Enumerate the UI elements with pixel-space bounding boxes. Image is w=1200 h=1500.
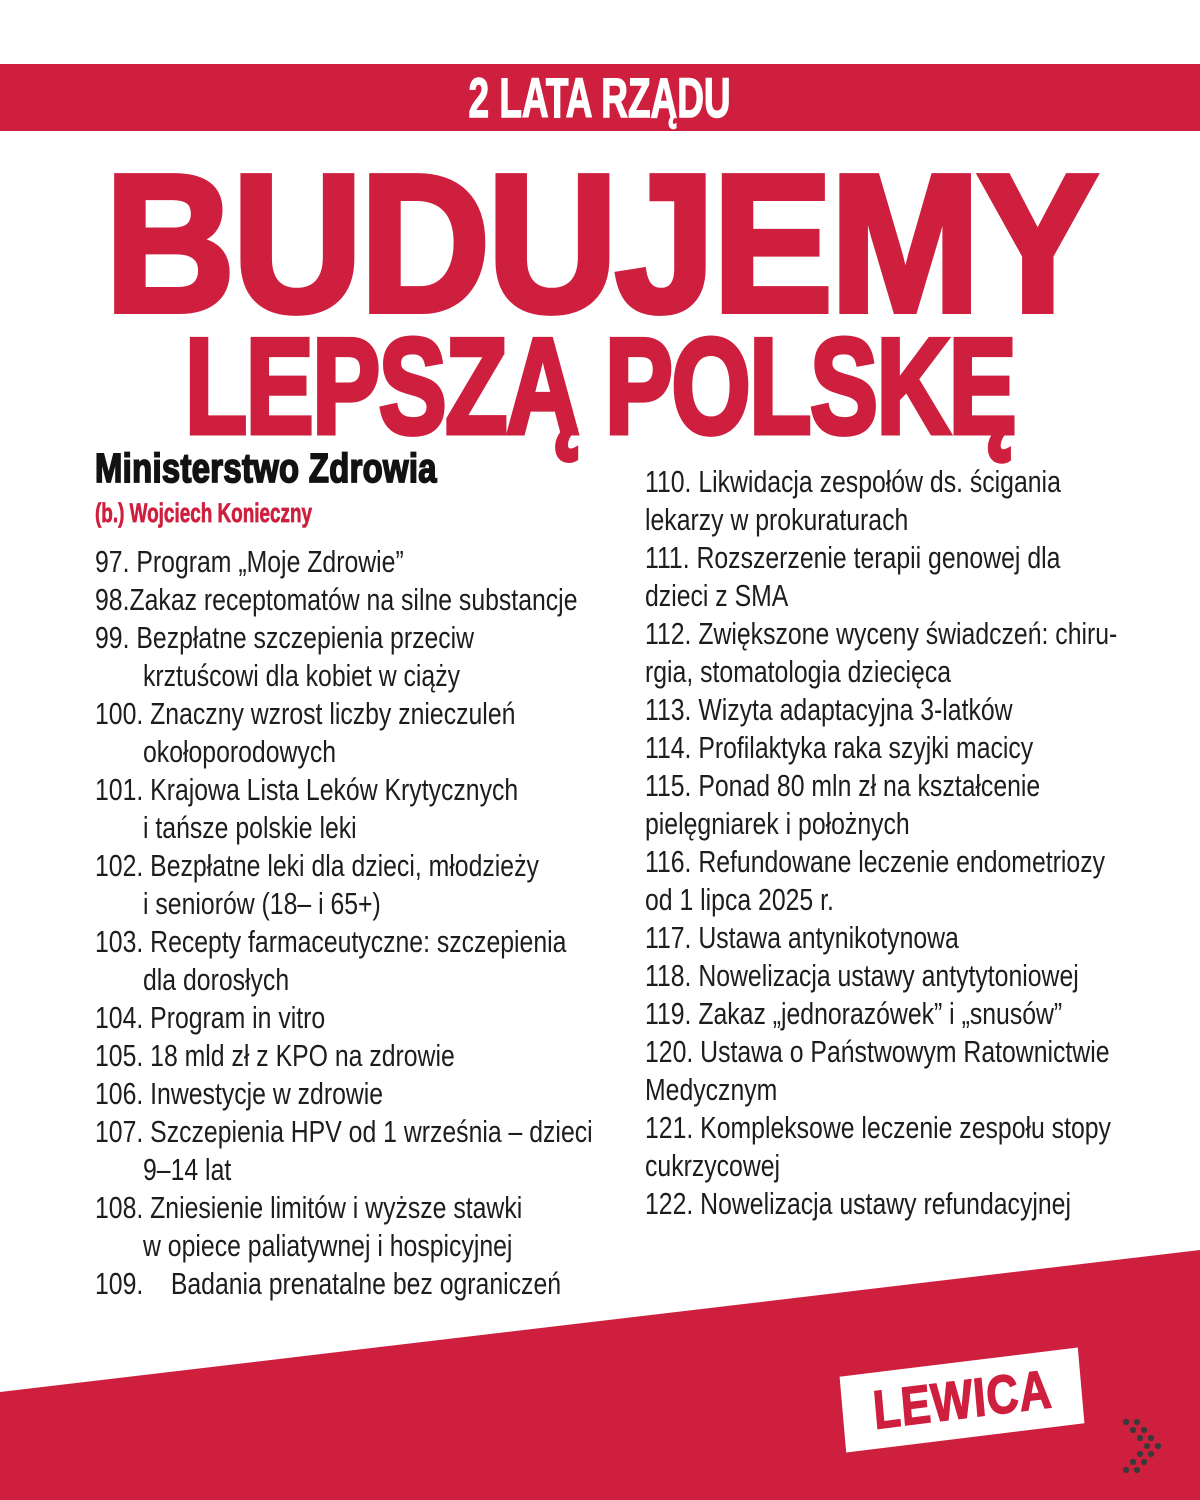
list-item [95, 1113, 639, 1189]
list-item [95, 1075, 639, 1113]
list-item [645, 843, 1173, 919]
list-item [95, 581, 639, 619]
list-line: 121. Kompleksowe leczenie zespołu stopy [645, 1110, 1111, 1145]
top-banner [0, 64, 1200, 131]
list-item [95, 695, 639, 771]
list-line: cukrzycowej [645, 1148, 781, 1183]
list-item [645, 463, 1173, 539]
list-item [645, 1109, 1173, 1185]
lewica-logo-label: LEWICA [870, 1359, 1054, 1441]
list-line: 101. Krajowa Lista Leków Krytycznych [95, 772, 519, 807]
list-item [645, 729, 1173, 767]
list-line: rgia, stomatologia dziecięca [645, 654, 952, 689]
minister-name: (b.) Wojciech Konieczny [95, 498, 313, 528]
list-line: 99. Bezpłatne szczepienia przeciw [95, 620, 475, 655]
headline-line-1: BUDUJEMY [104, 134, 1096, 353]
list-line: dla dorosłych [143, 962, 290, 997]
list-item [645, 957, 1173, 995]
list-line: 118. Nowelizacja ustawy antytytoniowej [645, 958, 1079, 993]
list-item [95, 847, 639, 923]
list-line: 104. Program in vitro [95, 1000, 326, 1035]
list-item [95, 1265, 639, 1303]
banner-label: 2 LATA RZĄDU [468, 65, 732, 129]
list-line: 114. Profilaktyka raka szyjki macicy [645, 730, 1034, 765]
list-item [645, 615, 1173, 691]
list-item [95, 1037, 639, 1075]
chevron-dots-icon [1122, 1418, 1166, 1476]
list-item [645, 539, 1173, 615]
list-item [95, 923, 639, 999]
list-line: 116. Refundowane leczenie endometriozy [645, 844, 1106, 879]
list-line: Medycznym [645, 1072, 778, 1107]
list-line: i tańsze polskie leki [143, 810, 357, 845]
list-line: 103. Recepty farmaceutyczne: szczepienia [95, 924, 567, 959]
list-line: 120. Ustawa o Państwowym Ratownictwie [645, 1034, 1110, 1069]
list-line: 119. Zakaz „jednorazówek” i „snusów” [645, 996, 1063, 1031]
section-title: Ministerstwo Zdrowia [95, 445, 437, 491]
list-line: krztuścowi dla kobiet w ciąży [143, 658, 460, 693]
list-item [95, 999, 639, 1037]
list-line: 102. Bezpłatne leki dla dzieci, młodzieży [95, 848, 539, 883]
list-line: w opiece paliatywnej i hospicyjnej [143, 1228, 513, 1263]
list-line: 110. Likwidacja zespołów ds. ścigania [645, 464, 1061, 499]
headline-line-2: LEPSZĄ POLSKĘ [184, 310, 1016, 462]
list-line: 9–14 lat [143, 1152, 232, 1187]
list-line: dzieci z SMA [645, 578, 789, 613]
list-line: pielęgniarek i położnych [645, 806, 910, 841]
achievements-list-right [645, 463, 1173, 1223]
list-line: 117. Ustawa antynikotynowa [645, 920, 959, 955]
list-line: 111. Rozszerzenie terapii genowej dla [645, 540, 1061, 575]
list-item [645, 919, 1173, 957]
list-line: 98.Zakaz receptomatów na silne substancje [95, 582, 578, 617]
list-line: 100. Znaczny wzrost liczby znieczuleń [95, 696, 516, 731]
list-line: 122. Nowelizacja ustawy refundacyjnej [645, 1186, 1071, 1221]
list-item [645, 1185, 1173, 1223]
list-line: 105. 18 mld zł z KPO na zdrowie [95, 1038, 455, 1073]
list-item [645, 995, 1173, 1033]
list-line: 113. Wizyta adaptacyjna 3-latków [645, 692, 1013, 727]
list-line: i seniorów (18– i 65+) [143, 886, 381, 921]
achievements-list-left [95, 543, 639, 1303]
list-line: 107. Szczepienia HPV od 1 września – dzieci [95, 1114, 593, 1149]
list-line: okołoporodowych [143, 734, 337, 769]
list-line: 115. Ponad 80 mln zł na kształcenie [645, 768, 1041, 803]
list-item [95, 619, 639, 695]
list-line: 109. Badania prenatalne bez ograniczeń [95, 1266, 562, 1301]
list-line: 112. Zwiększone wyceny świadczeń: chiru- [645, 616, 1118, 651]
list-item [95, 543, 639, 581]
list-item [95, 1189, 639, 1265]
list-line: 106. Inwestycje w zdrowie [95, 1076, 384, 1111]
list-line: lekarzy w prokuraturach [645, 502, 909, 537]
list-line: od 1 lipca 2025 r. [645, 882, 834, 917]
list-item [645, 767, 1173, 843]
list-item [645, 691, 1173, 729]
list-item [95, 771, 639, 847]
list-line: 97. Program „Moje Zdrowie” [95, 544, 404, 579]
list-line: 108. Zniesienie limitów i wyższe stawki [95, 1190, 523, 1225]
list-item [645, 1033, 1173, 1109]
